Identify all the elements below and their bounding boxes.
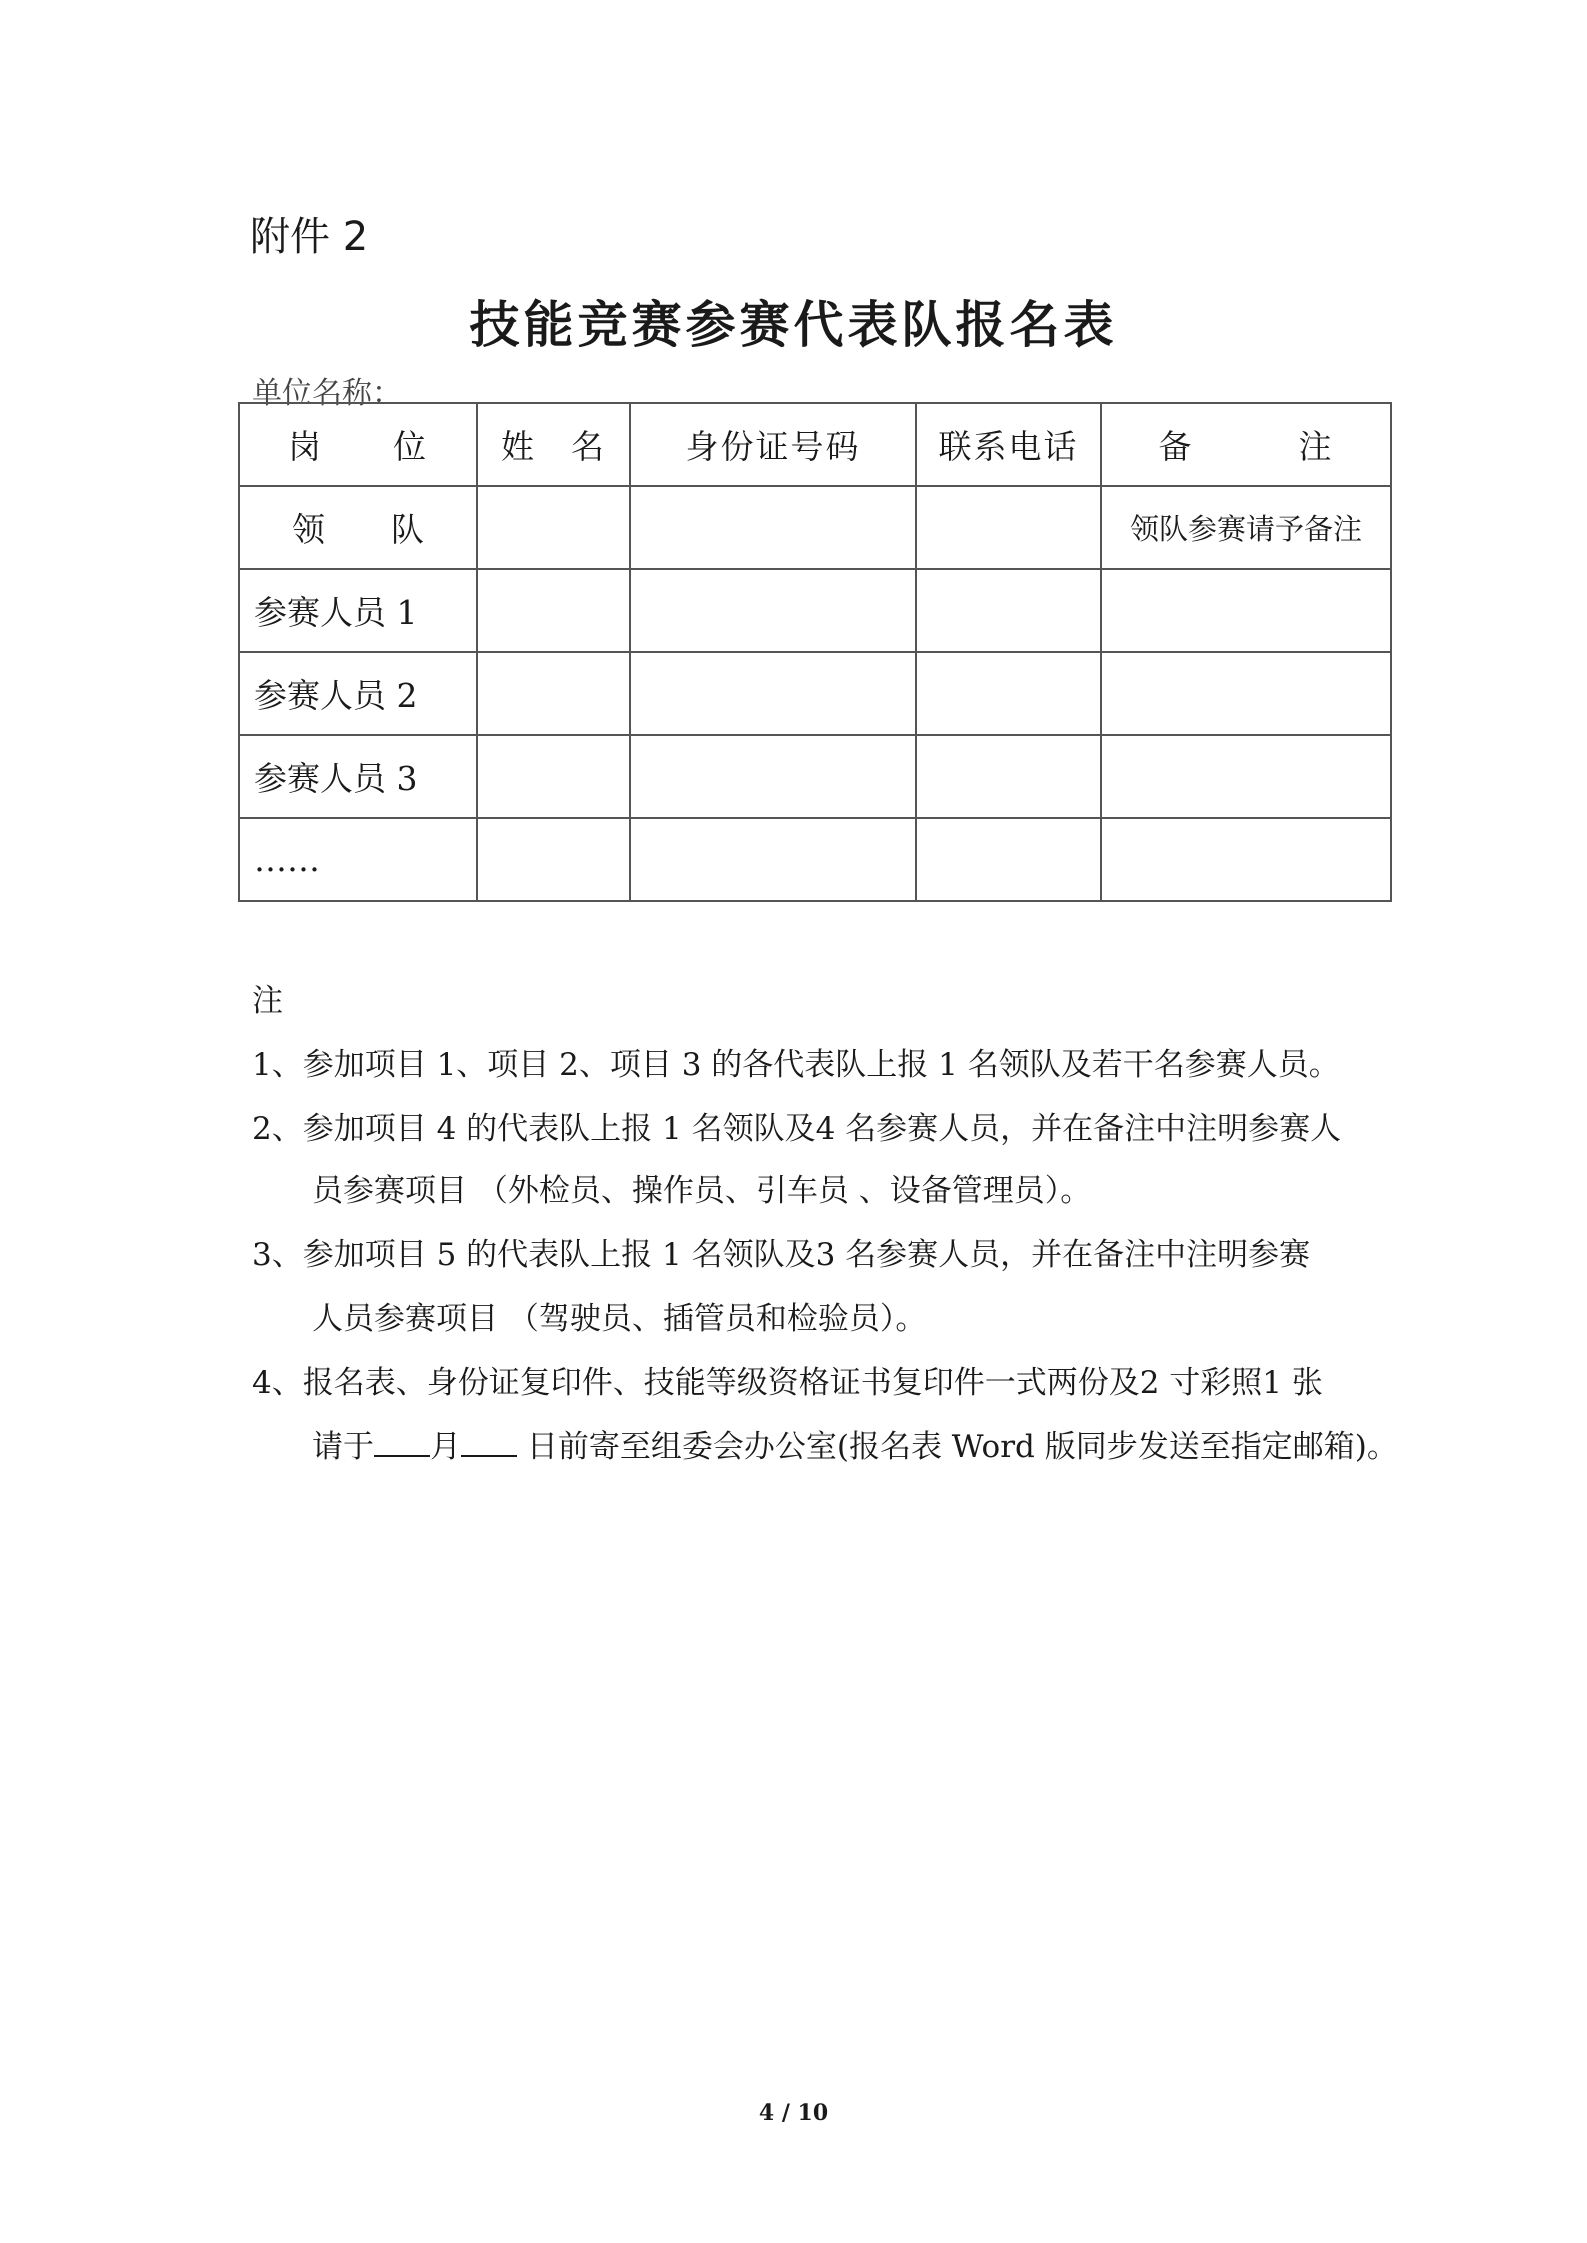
cell-name bbox=[477, 818, 630, 901]
table-row bbox=[239, 735, 1391, 818]
unit-name-label: 单位名称： bbox=[252, 376, 402, 411]
cell-remarks bbox=[1101, 652, 1391, 735]
form-title: 技能竞赛参赛代表队报名表 bbox=[469, 296, 1118, 354]
notes-heading: 注 bbox=[252, 983, 283, 1019]
month-blank bbox=[374, 1425, 430, 1457]
note-suffix: 日前寄至组委会办公室(报名表 Word 版同步发送至指定邮箱)。 bbox=[517, 1429, 1398, 1465]
table-row bbox=[239, 569, 1391, 652]
note-item-3: 3、参加项目 5 的代表队上报 1 名领队及3 名参赛人员，并在备注中注明参赛 bbox=[252, 1237, 1311, 1273]
note-item-2-cont: 员参赛项目 （外检员、操作员、引车员 、设备管理员）。 bbox=[312, 1173, 1092, 1209]
table-row bbox=[239, 652, 1391, 735]
cell-phone bbox=[916, 735, 1101, 818]
cell-position: 参赛人员 2 bbox=[239, 652, 477, 735]
cell-remarks bbox=[1101, 735, 1391, 818]
registration-table bbox=[238, 402, 1392, 902]
cell-phone bbox=[916, 486, 1101, 569]
page-number: 4 / 10 bbox=[758, 2100, 829, 2126]
table-row bbox=[239, 486, 1391, 569]
note-prefix: 请于 bbox=[312, 1429, 374, 1465]
day-blank bbox=[461, 1425, 517, 1457]
cell-name bbox=[477, 569, 630, 652]
header-id-number: 身份证号码 bbox=[630, 403, 916, 486]
cell-remarks bbox=[1101, 818, 1391, 901]
table-header-row bbox=[239, 403, 1391, 486]
cell-position: 参赛人员 3 bbox=[239, 735, 477, 818]
cell-position: 领 队 bbox=[239, 486, 477, 569]
attachment-label: 附件 2 bbox=[250, 214, 369, 260]
cell-phone bbox=[916, 652, 1101, 735]
note-month: 月 bbox=[430, 1429, 461, 1465]
cell-name bbox=[477, 652, 630, 735]
cell-phone bbox=[916, 569, 1101, 652]
cell-remarks: 领队参赛请予备注 bbox=[1101, 486, 1391, 569]
header-remarks: 备 注 bbox=[1101, 403, 1391, 486]
note-item-4: 4、报名表、身份证复印件、技能等级资格证书复印件一式两份及2 寸彩照1 张 bbox=[252, 1365, 1323, 1401]
note-item-4-cont bbox=[312, 1421, 1398, 1466]
cell-id-number bbox=[630, 486, 916, 569]
header-name: 姓 名 bbox=[477, 403, 630, 486]
cell-position: 参赛人员 1 bbox=[239, 569, 477, 652]
note-item-1: 1、参加项目 1、项目 2、项目 3 的各代表队上报 1 名领队及若干名参赛人员。 bbox=[252, 1047, 1340, 1083]
cell-name bbox=[477, 735, 630, 818]
cell-position: …… bbox=[239, 818, 477, 901]
note-item-2: 2、参加项目 4 的代表队上报 1 名领队及4 名参赛人员，并在备注中注明参赛人 bbox=[252, 1111, 1342, 1147]
cell-phone bbox=[916, 818, 1101, 901]
cell-id-number bbox=[630, 818, 916, 901]
note-item-3-cont: 人员参赛项目 （驾驶员、插管员和检验员）。 bbox=[312, 1301, 927, 1337]
cell-remarks bbox=[1101, 569, 1391, 652]
header-position: 岗 位 bbox=[239, 403, 477, 486]
cell-id-number bbox=[630, 569, 916, 652]
cell-id-number bbox=[630, 735, 916, 818]
table-row bbox=[239, 818, 1391, 901]
header-phone: 联系电话 bbox=[916, 403, 1101, 486]
cell-name bbox=[477, 486, 630, 569]
cell-id-number bbox=[630, 652, 916, 735]
